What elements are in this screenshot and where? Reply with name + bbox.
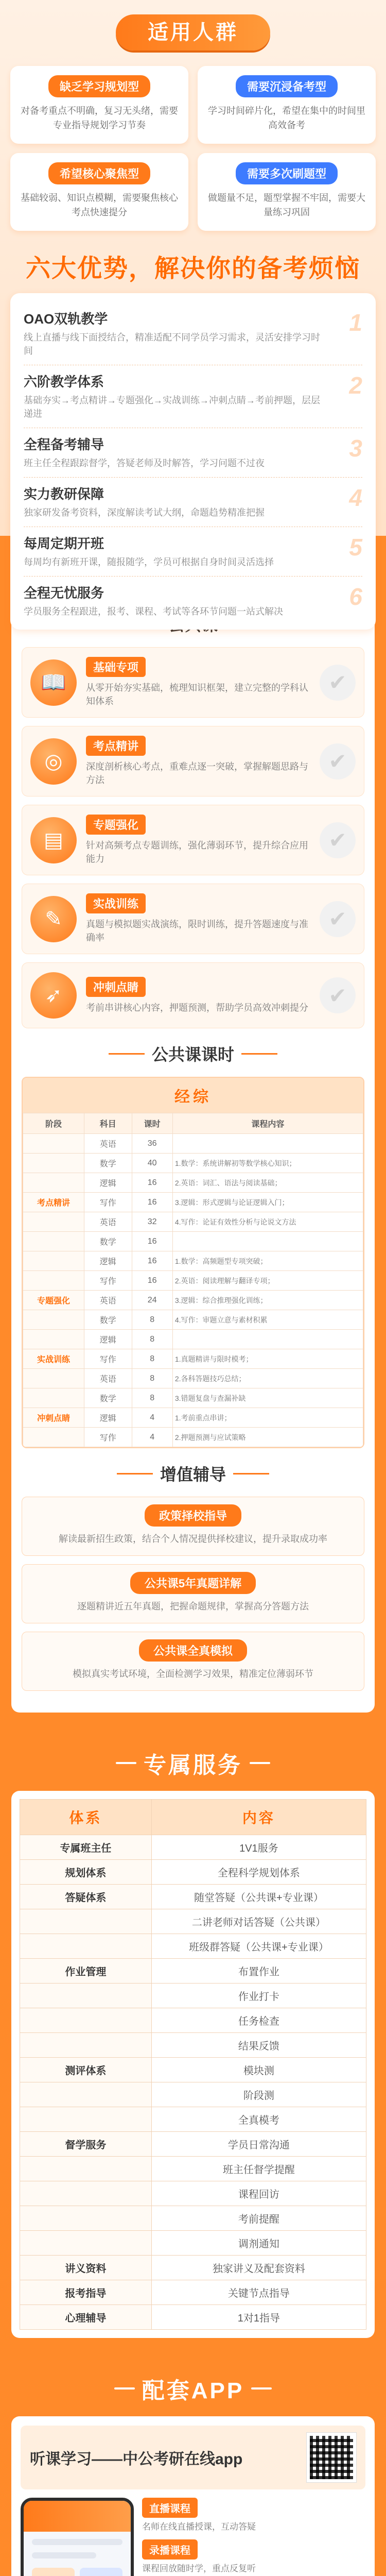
- rocket-icon: ➶: [30, 972, 77, 1019]
- table-cell-content: 3.逻辑：形式逻辑与论证逻辑入门；: [172, 1193, 363, 1212]
- table-cell-hours: 24: [132, 1291, 172, 1310]
- advantage-title: 每周定期开班: [24, 536, 104, 551]
- course-desc: 考前串讲核心内容，押题预测，帮助学员高效冲刺提分: [86, 1002, 308, 1013]
- service-card: [11, 1791, 375, 2338]
- feature-desc: 课程回放随时学，重点反复听: [142, 2564, 256, 2573]
- course-tag: 基础专项: [86, 657, 146, 677]
- course-tag: 实战训练: [86, 893, 146, 913]
- service-system: 报考指导: [20, 2280, 152, 2305]
- table-row: [20, 2206, 366, 2231]
- table-cell-content: [172, 1330, 363, 1349]
- advantage-desc: 每周均有新班开课，随报随学，学员可根据自身时间灵活选择: [24, 557, 274, 567]
- service-content: 作业打卡: [151, 1984, 366, 2008]
- audience-desc: 学习时间碎片化，希望在集中的时间里高效备考: [208, 106, 365, 130]
- service-content: 班级群答疑（公共课+专业课）: [151, 1934, 366, 1959]
- table-cell-content: 4.写作：审题立意与素材积累: [172, 1310, 363, 1330]
- service-heading: [11, 1747, 375, 1780]
- column-header: 课时: [132, 1113, 172, 1134]
- table-cell-subject: 数学: [84, 1388, 132, 1408]
- table-row: [23, 1428, 363, 1447]
- table-row: [23, 1388, 363, 1408]
- table-row: [20, 2280, 366, 2305]
- table-cell-subject: 逻辑: [84, 1173, 132, 1193]
- table-row: [23, 1134, 363, 1154]
- table-row: [20, 1909, 366, 1934]
- table-row: [20, 1860, 366, 1885]
- extra-tag: 政策择校指导: [145, 1504, 241, 1527]
- course-item: [22, 647, 364, 718]
- service-system: [20, 2157, 152, 2181]
- table-row: [20, 2305, 366, 2330]
- course-tag: 专题强化: [86, 815, 146, 835]
- audience-desc: 基础较弱、知识点模糊，需要聚焦核心考点快速提分: [21, 193, 178, 217]
- service-system: 督学服务: [20, 2132, 152, 2157]
- feature-tag: 直播课程: [142, 2498, 198, 2518]
- app-heading: [11, 2372, 375, 2405]
- extra-item: [22, 1497, 364, 1556]
- service-system: [20, 2033, 152, 2058]
- table-cell-stage: 冲刺点睛: [23, 1408, 84, 1428]
- table-cell-hours: 16: [132, 1193, 172, 1212]
- service-content: 学员日常沟通: [151, 2132, 366, 2157]
- table-cell-subject: 数学: [84, 1154, 132, 1173]
- table-cell-subject: 数学: [84, 1232, 132, 1251]
- advantage-item: [24, 302, 362, 365]
- table-cell-subject: 数学: [84, 1310, 132, 1330]
- table-cell-content: 3.错题复盘与查漏补缺: [172, 1388, 363, 1408]
- table-row: [23, 1193, 363, 1212]
- service-content: 全真模考: [151, 2107, 366, 2132]
- table-cell-stage: [23, 1154, 84, 1173]
- table-cell-subject: 写作: [84, 1349, 132, 1369]
- table-cell-content: 2.各科答题技巧总结；: [172, 1369, 363, 1388]
- table-cell-stage: [23, 1369, 84, 1388]
- service-system: 讲义资料: [20, 2256, 152, 2280]
- table-cell-stage: [23, 1271, 84, 1291]
- timetable-header: 经综: [23, 1078, 363, 1113]
- table-cell-content: 1.数学：系统讲解初等数学核心知识；: [172, 1154, 363, 1173]
- course-desc: 从零开始夯实基础，梳理知识框架，建立完整的学科认知体系: [86, 683, 308, 706]
- advantages-title: 六大优势，解决你的备考烦恼: [25, 255, 360, 282]
- advantage-desc: 基础夯实→考点精讲→专题强化→实战训练→冲刺点睛→考前押题，层层递进: [24, 395, 320, 419]
- table-cell-content: 3.逻辑：综合推理强化训练；: [172, 1291, 363, 1310]
- table-cell-stage: [23, 1251, 84, 1271]
- audience-tag: 需要多次刷题型: [236, 162, 338, 184]
- table-cell-subject: 写作: [84, 1428, 132, 1447]
- service-system: 专属班主任: [20, 1835, 152, 1860]
- table-cell-hours: 32: [132, 1212, 172, 1232]
- service-content: 阶段测: [151, 2082, 366, 2107]
- table-cell-content: 2.英语：词汇、语法与阅读基础；: [172, 1173, 363, 1193]
- extra-list: [22, 1497, 364, 1691]
- service-system: [20, 1934, 152, 1959]
- heading-bar: [241, 1053, 277, 1055]
- extra-desc: 模拟真实考试环境，全面检测学习效果，精准定位薄弱环节: [73, 1669, 313, 1679]
- service-table: [20, 1799, 366, 2330]
- extra-heading: [22, 1462, 364, 1485]
- column-header: 课程内容: [172, 1113, 363, 1134]
- advantage-number: 1: [349, 309, 362, 336]
- service-content: 课程回访: [151, 2181, 366, 2206]
- feature-tag: 录播课程: [142, 2539, 198, 2560]
- extra-tag: 公共课5年真题详解: [130, 1572, 256, 1594]
- advantage-title: 全程备考辅导: [24, 437, 104, 452]
- service-system: 心理辅导: [20, 2305, 152, 2330]
- table-cell-subject: 写作: [84, 1193, 132, 1212]
- service-system: [20, 1984, 152, 2008]
- table-row: [20, 1835, 366, 1860]
- service-content: 随堂答疑（公共课+专业课）: [151, 1885, 366, 1909]
- hero-section: [0, 0, 386, 617]
- extra-item: [22, 1632, 364, 1691]
- advantage-number: 3: [349, 435, 362, 462]
- service-content: 1对1指导: [151, 2305, 366, 2330]
- app-block: [11, 2416, 375, 2576]
- table-cell-hours: 4: [132, 1408, 172, 1428]
- course-desc: 深度剖析核心考点，重难点逐一突破，掌握解题思路与方法: [86, 761, 308, 785]
- table-cell-stage: [23, 1173, 84, 1193]
- advantage-number: 6: [349, 583, 362, 610]
- table-cell-subject: 英语: [84, 1134, 132, 1154]
- service-content: 全程科学规划体系: [151, 1860, 366, 1885]
- service-content: 调剂通知: [151, 2231, 366, 2256]
- table-cell-stage: [23, 1428, 84, 1447]
- audience-tag: 希望核心聚焦型: [48, 162, 150, 184]
- table-cell-stage: 考点精讲: [23, 1193, 84, 1212]
- advantage-item: [24, 365, 362, 428]
- course-tag: 冲刺点睛: [86, 977, 146, 997]
- service-system: 规划体系: [20, 1860, 152, 1885]
- table-cell-stage: [23, 1134, 84, 1154]
- audience-tag: 缺乏学习规划型: [48, 75, 150, 97]
- table-cell-hours: 40: [132, 1154, 172, 1173]
- course-desc: 真题与模拟题实战演练，限时训练，提升答题速度与准确率: [86, 919, 308, 943]
- table-row: [20, 1885, 366, 1909]
- check-icon: ✔: [320, 743, 356, 779]
- audience-card: [10, 66, 188, 144]
- timetable-title: 公共课课时: [151, 1045, 234, 1064]
- table-cell-content: 4.写作：论证有效性分析与论说文方法: [172, 1212, 363, 1232]
- audience-card: [10, 153, 188, 231]
- service-title: 专属服务: [144, 1753, 242, 1778]
- heading-bar: [117, 1473, 153, 1475]
- advantage-title: OAO双轨教学: [24, 311, 108, 327]
- table-cell-hours: 8: [132, 1388, 172, 1408]
- table-cell-content: 2.押题预测与应试策略: [172, 1428, 363, 1447]
- audience-desc: 对备考重点不明确，复习无头绪，需要专业指导规划学习节奏: [21, 106, 178, 130]
- table-row: [20, 1934, 366, 1959]
- course-section: [0, 536, 386, 1728]
- heading-dash: [114, 2387, 135, 2389]
- table-cell-hours: 8: [132, 1349, 172, 1369]
- table-row: [20, 2008, 366, 2033]
- table-cell-hours: 8: [132, 1369, 172, 1388]
- table-cell-hours: 8: [132, 1330, 172, 1349]
- app-section: [0, 2353, 386, 2576]
- service-content: 模块测: [151, 2058, 366, 2082]
- table-cell-content: 1.数学：高频题型专项突破；: [172, 1251, 363, 1271]
- extra-tag: 公共课全真模拟: [139, 1639, 247, 1662]
- service-system: 答疑体系: [20, 1885, 152, 1909]
- table-row: [23, 1251, 363, 1271]
- table-row: [23, 1173, 363, 1193]
- service-content: 独家讲义及配套资料: [151, 2256, 366, 2280]
- table-cell-subject: 逻辑: [84, 1408, 132, 1428]
- audience-card: [198, 66, 376, 144]
- advantage-item: [24, 527, 362, 577]
- table-cell-stage: [23, 1232, 84, 1251]
- feature-desc: 名师在线直播授课，互动答疑: [142, 2522, 256, 2532]
- table-cell-subject: 写作: [84, 1271, 132, 1291]
- service-content: 布置作业: [151, 1959, 366, 1984]
- table-row: [20, 2058, 366, 2082]
- audience-title: 适用人群: [116, 14, 270, 50]
- audience-card: [198, 153, 376, 231]
- course-item: [22, 884, 364, 954]
- app-name: 听课学习——中公考研在线app: [30, 2451, 243, 2468]
- service-system: 作业管理: [20, 1959, 152, 1984]
- table-row: [23, 1154, 363, 1173]
- service-section: [0, 1728, 386, 2353]
- table-cell-hours: 4: [132, 1428, 172, 1447]
- table-cell-stage: [23, 1212, 84, 1232]
- service-system: [20, 2107, 152, 2132]
- table-cell-stage: [23, 1330, 84, 1349]
- timetable-table: [23, 1113, 363, 1447]
- service-system: [20, 1909, 152, 1934]
- table-cell-subject: 英语: [84, 1291, 132, 1310]
- table-cell-hours: 8: [132, 1310, 172, 1330]
- column-header: 阶段: [23, 1113, 84, 1134]
- course-tag: 考点精讲: [86, 736, 146, 756]
- table-cell-stage: 实战训练: [23, 1349, 84, 1369]
- service-content: 1V1服务: [151, 1835, 366, 1860]
- advantage-desc: 班主任全程跟踪督学，答疑老师及时解答，学习问题不过夜: [24, 458, 265, 468]
- service-system: [20, 2181, 152, 2206]
- table-cell-hours: 16: [132, 1173, 172, 1193]
- check-icon: ✔: [320, 901, 356, 937]
- audience-desc: 做题量不足，题型掌握不牢固，需要大量练习巩固: [208, 193, 365, 217]
- table-cell-hours: 16: [132, 1232, 172, 1251]
- book-icon: 📖: [30, 659, 77, 706]
- phone-mockup: [21, 2498, 134, 2576]
- table-row: [23, 1232, 363, 1251]
- service-system: [20, 2008, 152, 2033]
- check-icon: ✔: [320, 977, 356, 1013]
- feature-item: [142, 2539, 365, 2575]
- advantage-title: 全程无忧服务: [24, 585, 104, 601]
- heading-dash: [116, 1762, 136, 1764]
- table-row: [20, 2157, 366, 2181]
- table-cell-hours: 16: [132, 1271, 172, 1291]
- table-row: [23, 1291, 363, 1310]
- table-cell-subject: 英语: [84, 1212, 132, 1232]
- table-cell-hours: 16: [132, 1251, 172, 1271]
- extra-desc: 逐题精讲近五年真题，把握命题规律，掌握高分答题方法: [77, 1601, 309, 1612]
- extra-title: 增值辅导: [160, 1465, 226, 1484]
- service-system: [20, 2206, 152, 2231]
- timetable: [22, 1077, 364, 1448]
- heading-dash: [250, 1762, 270, 1764]
- advantage-desc: 学员服务全程跟进，报考、课程、考试等各环节问题一站式解决: [24, 606, 283, 617]
- layers-icon: ▤: [30, 817, 77, 863]
- service-content: 结果反馈: [151, 2033, 366, 2058]
- service-system: [20, 2231, 152, 2256]
- course-desc: 针对高频考点专题训练，强化薄弱环节，提升综合应用能力: [86, 840, 308, 864]
- table-cell-stage: [23, 1310, 84, 1330]
- table-row: [23, 1212, 363, 1232]
- table-row: [23, 1408, 363, 1428]
- advantage-number: 5: [349, 534, 362, 561]
- table-cell-content: 1.考前重点串讲；: [172, 1408, 363, 1428]
- table-row: [23, 1310, 363, 1330]
- advantage-item: [24, 577, 362, 625]
- table-row: [23, 1349, 363, 1369]
- table-cell-hours: 36: [132, 1134, 172, 1154]
- advantage-desc: 独家研发备考资料，深度解读考试大纲，命题趋势精准把握: [24, 507, 265, 518]
- advantage-title: 实力教研保障: [24, 486, 104, 502]
- table-row: [20, 2107, 366, 2132]
- course-card: [11, 599, 375, 1713]
- feature-list: [142, 2498, 365, 2576]
- column-header: 内容: [151, 1800, 366, 1835]
- table-cell-content: [172, 1134, 363, 1154]
- heading-bar: [233, 1473, 269, 1475]
- table-row: [20, 2033, 366, 2058]
- service-content: 考前提醒: [151, 2206, 366, 2231]
- service-content: 二讲老师对话答疑（公共课）: [151, 1909, 366, 1934]
- table-row: [20, 1984, 366, 2008]
- table-row: [23, 1330, 363, 1349]
- audience-grid: [10, 66, 376, 231]
- extra-item: [22, 1564, 364, 1623]
- check-icon: ✔: [320, 665, 356, 701]
- advantage-item: [24, 428, 362, 478]
- service-system: [20, 2082, 152, 2107]
- table-cell-stage: [23, 1388, 84, 1408]
- course-item: [22, 805, 364, 875]
- table-row: [23, 1271, 363, 1291]
- service-content: 班主任督学提醒: [151, 2157, 366, 2181]
- heading-dash: [251, 2387, 272, 2389]
- table-row: [23, 1369, 363, 1388]
- heading-bar: [109, 1053, 145, 1055]
- course-item: [22, 726, 364, 796]
- pencil-icon: ✎: [30, 896, 77, 942]
- target-icon: ◎: [30, 738, 77, 785]
- table-row: [20, 2082, 366, 2107]
- advantage-number: 4: [349, 484, 362, 511]
- audience-tag: 需要沉浸备考型: [236, 75, 338, 97]
- table-cell-content: 1.真题精讲与限时模考；: [172, 1349, 363, 1369]
- service-system: 测评体系: [20, 2058, 152, 2082]
- column-header: 体系: [20, 1800, 152, 1835]
- extra-desc: 解读最新招生政策，结合个人情况提供择校建议，提升录取成功率: [59, 1534, 327, 1544]
- table-cell-subject: 逻辑: [84, 1251, 132, 1271]
- app-header: [21, 2426, 365, 2489]
- table-row: [20, 2256, 366, 2280]
- advantages-list: [10, 293, 376, 630]
- advantage-number: 2: [349, 372, 362, 399]
- course-item: [22, 962, 364, 1028]
- table-row: [20, 2181, 366, 2206]
- column-header: 科目: [84, 1113, 132, 1134]
- service-content: 关键节点指导: [151, 2280, 366, 2305]
- feature-item: [142, 2498, 365, 2533]
- qr-code-icon[interactable]: [307, 2433, 356, 2482]
- service-content: 任务检查: [151, 2008, 366, 2033]
- table-row: [20, 2231, 366, 2256]
- timetable-heading: [22, 1042, 364, 1065]
- table-row: [20, 2132, 366, 2157]
- check-icon: ✔: [320, 822, 356, 858]
- table-cell-subject: 英语: [84, 1369, 132, 1388]
- app-title: 配套APP: [142, 2378, 244, 2403]
- table-cell-content: [172, 1232, 363, 1251]
- advantage-title: 六阶教学体系: [24, 374, 104, 389]
- table-cell-stage: 专题强化: [23, 1291, 84, 1310]
- table-cell-subject: 逻辑: [84, 1330, 132, 1349]
- advantage-desc: 线上直播与线下面授结合，精准适配不同学员学习需求，灵活安排学习时间: [24, 332, 320, 356]
- advantage-item: [24, 478, 362, 527]
- table-cell-content: 2.英语：阅读理解与翻译专项；: [172, 1271, 363, 1291]
- table-row: [20, 1959, 366, 1984]
